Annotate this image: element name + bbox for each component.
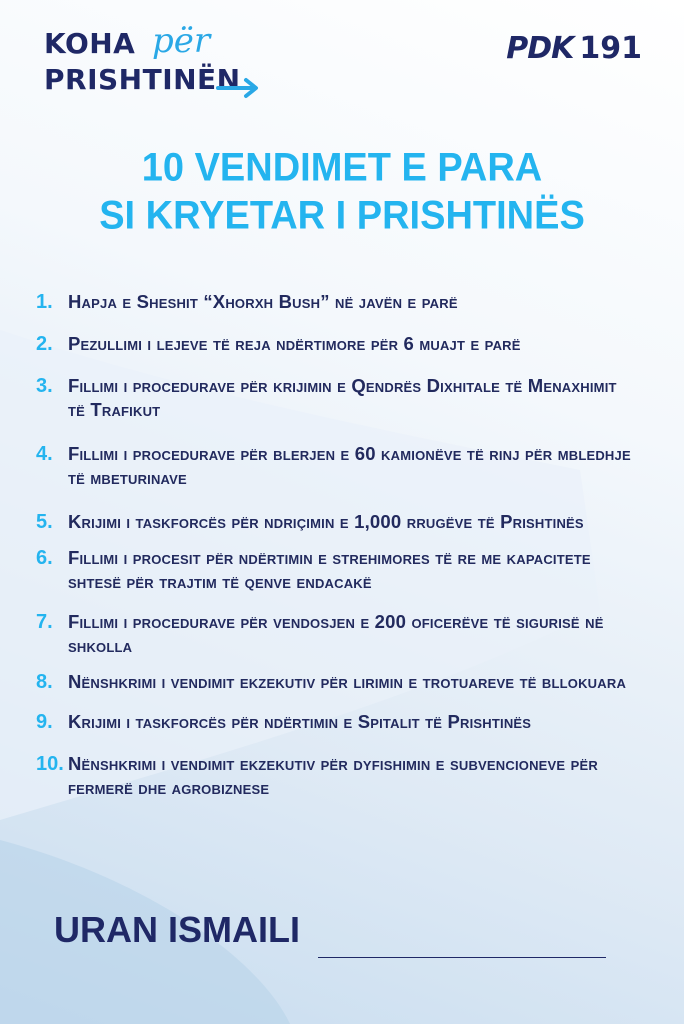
logo-line-1: KOHA	[44, 27, 136, 60]
item-number: 8.	[36, 671, 53, 693]
arrow-right-icon	[216, 77, 262, 99]
item-text: Fillimi i procesit për ndërtimin e strehimores të re me kapacitete shtesë për trajtim të qenve endacakë	[68, 547, 591, 592]
party-name: PDK	[506, 31, 574, 66]
title-line-2: SI KRYETAR I PRISHTINËS	[99, 194, 585, 239]
list-item	[36, 546, 636, 594]
party-number: 191	[579, 31, 642, 66]
item-text: Hapja e Sheshit “Xhorxh Bush” në javën e parë	[68, 291, 458, 312]
item-number: 4.	[36, 443, 53, 465]
item-text: Nënshkrimi i vendimit ekzekutiv për dyfishimin e subvencioneve për fermerë dhe agrobiznese	[68, 753, 598, 798]
title-line-1: 10 VENDIMET E PARA	[141, 145, 543, 190]
list-item	[36, 374, 636, 422]
item-text: Pezullimi i lejeve të reja ndërtimore për 6 muajt e parë	[68, 333, 521, 354]
item-number: 2.	[36, 333, 53, 355]
list-item	[36, 332, 636, 356]
item-text: Krijimi i taskforcës për ndërtimin e Spitalit të Prishtinës	[68, 711, 532, 732]
item-number: 9.	[36, 711, 53, 733]
list-item	[36, 752, 636, 800]
list-item	[36, 710, 636, 734]
item-number: 7.	[36, 611, 53, 633]
list-item	[36, 442, 636, 490]
list-item	[36, 290, 636, 314]
item-text: Krijimi i taskforcës për ndriçimin e 1,000 rrugëve të Prishtinës	[68, 511, 584, 532]
item-number: 6.	[36, 547, 53, 569]
decisions-list	[36, 290, 636, 800]
logo-script: për	[152, 21, 211, 61]
party-logo	[506, 31, 642, 66]
item-text: Fillimi i procedurave për krijimin e Qendrës Dixhitale të Menaxhimit të Trafikut	[68, 375, 617, 420]
item-number: 10.	[36, 753, 64, 775]
item-number: 3.	[36, 375, 53, 397]
list-item	[36, 510, 636, 534]
item-text: Nënshkrimi i vendimit ekzekutiv për lirimin e trotuareve të bllokuara	[68, 671, 627, 692]
logo-line-2: PRISHTINËN	[44, 63, 241, 96]
item-text: Fillimi i procedurave për blerjen e 60 kamionëve të rinj për mbledhje të mbeturinave	[68, 443, 631, 488]
item-number: 1.	[36, 291, 53, 313]
candidate-name: URAN ISMAILI	[54, 909, 300, 950]
item-number: 5.	[36, 511, 53, 533]
list-item	[36, 670, 636, 694]
page-title	[0, 144, 684, 241]
campaign-logo	[44, 21, 264, 110]
list-item	[36, 610, 636, 658]
signature-line	[318, 957, 606, 958]
item-text: Fillimi i procedurave për vendosjen e 200 oficerëve të sigurisë në shkolla	[68, 611, 604, 656]
